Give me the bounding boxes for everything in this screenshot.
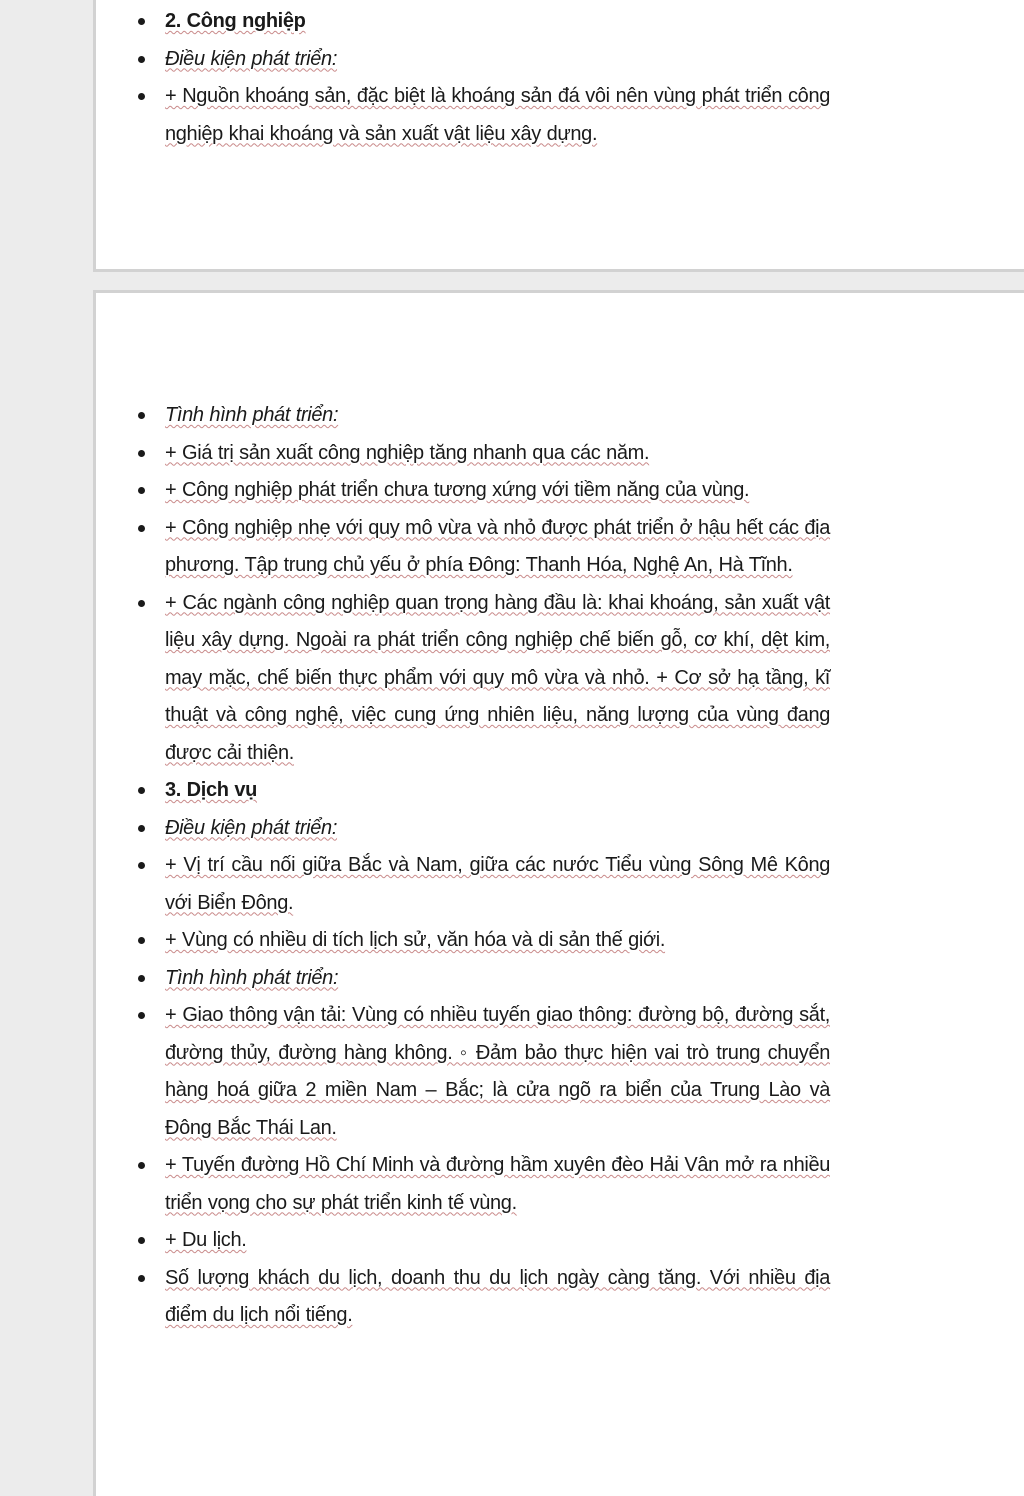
list-item: + Nguồn khoáng sản, đặc biệt là khoáng sản đá vôi nên vùng phát triển công nghiệp khai khoáng và sản xuất vật liệu xây dựng. bbox=[165, 78, 830, 153]
section-heading-industry: 2. Công nghiệp bbox=[165, 3, 830, 41]
list-item: + Giá trị sản xuất công nghiệp tăng nhanh qua các năm. bbox=[165, 435, 830, 473]
list-item: + Công nghiệp nhẹ với quy mô vừa và nhỏ được phát triển ở hậu hết các địa phương. Tập trung chủ yếu ở phía Đông: Thanh Hóa, Nghệ An, Hà Tĩnh. bbox=[165, 510, 830, 585]
list-item: + Công nghiệp phát triển chưa tương xứng với tiềm năng của vùng. bbox=[165, 472, 830, 510]
page-1-bullet-list bbox=[165, 3, 830, 153]
list-item: + Du lịch. bbox=[165, 1222, 830, 1260]
list-item: + Các ngành công nghiệp quan trọng hàng đầu là: khai khoáng, sản xuất vật liệu xây dựng. Ngoài ra phát triển công nghiệp chế biến gỗ, cơ khí, dệt kim, may mặc, chế biến thực phẩm với quy mô vừa và nhỏ. + Cơ sở hạ tầng, kĩ thuật và công nghệ, việc cung ứng nhiên liệu, năng lượng của vùng đang được cải thiện. bbox=[165, 585, 830, 773]
subheading-conditions: Điều kiện phát triển: bbox=[165, 41, 830, 79]
subheading-conditions: Điều kiện phát triển: bbox=[165, 810, 830, 848]
section-heading-services: 3. Dịch vụ bbox=[165, 772, 830, 810]
list-item: + Vùng có nhiều di tích lịch sử, văn hóa và di sản thế giới. bbox=[165, 922, 830, 960]
list-item: + Vị trí cầu nối giữa Bắc và Nam, giữa các nước Tiểu vùng Sông Mê Kông với Biển Đông. bbox=[165, 847, 830, 922]
subheading-situation: Tình hình phát triển: bbox=[165, 397, 830, 435]
list-item: Số lượng khách du lịch, doanh thu du lịch ngày càng tăng. Với nhiều địa điểm du lịch nổi tiếng. bbox=[165, 1260, 830, 1335]
subheading-situation: Tình hình phát triển: bbox=[165, 960, 830, 998]
page-2-bullet-list bbox=[165, 397, 830, 1335]
list-item: + Giao thông vận tải: Vùng có nhiều tuyến giao thông: đường bộ, đường sắt, đường thủy, đường hàng không. ◦ Đảm bảo thực hiện vai trò trung chuyển hàng hoá giữa 2 miền Nam – Bắc; là cửa ngõ ra biển của Trung Lào và Đông Bắc Thái Lan. bbox=[165, 997, 830, 1147]
list-item: + Tuyến đường Hồ Chí Minh và đường hầm xuyên đèo Hải Vân mở ra nhiều triển vọng cho sự phát triển kinh tế vùng. bbox=[165, 1147, 830, 1222]
